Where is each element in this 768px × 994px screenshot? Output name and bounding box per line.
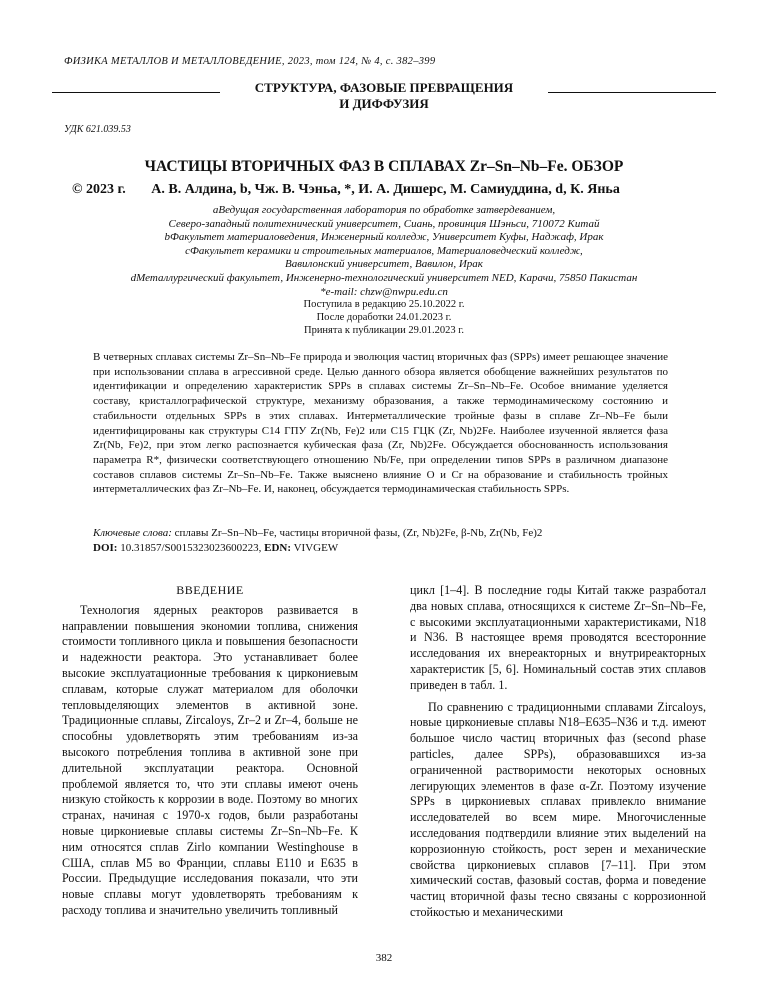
left-column	[62, 583, 358, 919]
keywords	[93, 526, 668, 541]
section-title-text	[222, 80, 546, 112]
doi-label: DOI:	[93, 542, 118, 554]
keywords-block	[93, 526, 668, 556]
date-revised: После доработки 24.01.2023 г.	[316, 312, 452, 323]
paragraph: Технология ядерных реакторов развивается в направлении повышения экономии топлива, снижения стоимости топливного цикла и повышения безопасности и надежности реактора. Это устанавливает более высокие эксплуатационные требования к циркониевым сплавам, которые служат материалом для оболочки тепловыделяющих элементов в активной зоне. Традиционные сплавы, Zircaloys, Zr–2 и Zr–4, больше не способны удовлетворять этим требованиям из-за высокого потребления топлива в активной зоне при длительной эксплуатации реактора. Основной проблемой является то, что эти сплавы имеют очень низкую стойкость к коррозии в воде. Поэтому во многих странах, начиная с 1970-х годов, были разработаны новые циркониевые сплавы системы Zr–Sn–Nb–Fe. К ним относятся сплав Zirlo компании Westinghouse в США, сплав M5 во Франции, сплавы E110 и E635 в России. Предыдущие исследования показали, что эти новые сплавы могут удовлетворять требованиям к расходу топлива и значительно увеличить топливный	[62, 602, 358, 917]
section-title	[52, 80, 716, 116]
affiliations	[40, 204, 728, 299]
affiliation-line: Северо-западный политехнический университет, Сиань, провинция Шэньси, 710072 Китай	[168, 217, 600, 230]
date-accepted: Принята к публикации 29.01.2023 г.	[303, 325, 464, 336]
section-rule-right	[548, 92, 716, 93]
affiliation-line: dМеталлургический факультет, Инженерно-технологический университет NED, Карачи, 75850 Пакистан	[130, 271, 638, 284]
authors: А. В. Алдинa, b, Чж. В. Чэньa, *, И. А. Дишерc, М. Самиуддинa, d, К. Яньa	[151, 182, 620, 197]
date-received: Поступила в редакцию 25.10.2022 г.	[303, 299, 465, 310]
affiliation-line: cФакультет керамики и строительных материалов, Материаловедческий колледж,	[185, 244, 583, 257]
paragraph: цикл [1–4]. В последние годы Китай также разработал два новых сплава, относящихся к системе Zr–Sn–Nb–Fe, с высокими эксплуатационными характеристиками, N18 и N36. В настоящее время проводятся всесторонние исследования их внереакторных и внутриреакторных характеристик [5, 6]. Номинальный состав этих сплавов приведен в табл. 1.	[410, 583, 706, 692]
author-line	[72, 182, 728, 198]
udk-code: УДК 621.039.53	[64, 124, 131, 135]
section-title-line1: СТРУКТУРА, ФАЗОВЫЕ ПРЕВРАЩЕНИЯ	[254, 80, 514, 95]
copyright: © 2023 г.	[72, 182, 126, 197]
journal-header: ФИЗИКА МЕТАЛЛОВ И МЕТАЛЛОВЕДЕНИЕ, 2023, том 124, № 4, с. 382–399	[64, 56, 436, 67]
paragraph: По сравнению с традиционными сплавами Zircaloys, новые циркониевые сплавы N18–E635–N36 и т.д. имеют большое число частиц вторичных фаз (second phase particles, далее SPPs), образовавшихся из-за ограниченной растворимости некоторых основных легирующих элементов в фазе α-Zr. Поэтому изучение SPPs в циркониевых сплавах привлекло внимание исследователей во всем мире. Многочисленные исследования подтвердили влияние этих выделений на коррозионную стойкость, рост зерен и механические свойства циркониевых сплавов [7–11]. При этом химический состав, фазовый состав, форма и поведение частиц вторичной фазы тесно связаны с коррозионной стойкостью и механическими	[410, 699, 706, 919]
publication-dates	[40, 298, 728, 337]
keywords-label: Ключевые слова:	[93, 527, 172, 539]
section-title-line2: И ДИФФУЗИЯ	[339, 96, 429, 111]
page-number: 382	[375, 952, 393, 964]
affiliation-line: bФакультет материаловедения, Инженерный колледж, Университет Куфы, Наджаф, Ирак	[164, 231, 604, 244]
doi-link[interactable]: 10.31857/S0015323023600223,	[117, 542, 262, 554]
contact-email: *e-mail: chzw@nwpu.edu.cn	[320, 285, 448, 298]
edn-label: EDN:	[261, 542, 292, 554]
article-title: ЧАСТИЦЫ ВТОРИЧНЫХ ФАЗ В СПЛАВАХ Zr–Sn–Nb–Fe. ОБЗОР	[144, 158, 624, 175]
edn-code: VIVGEW	[291, 542, 339, 554]
section-heading: ВВЕДЕНИЕ	[176, 583, 244, 597]
doi-line	[93, 541, 668, 556]
section-rule-left	[52, 92, 220, 93]
affiliation-line: aВедущая государственная лаборатория по обработке затвердеванием,	[212, 204, 556, 216]
keywords-text: сплавы Zr–Sn–Nb–Fe, частицы вторичной фазы, (Zr, Nb)2Fe, β-Nb, Zr(Nb, Fe)2	[171, 527, 543, 539]
affiliation-line: Вавилонский университет, Вавилон, Ирак	[285, 258, 483, 271]
right-column	[410, 583, 706, 921]
abstract: В четверных сплавах системы Zr–Sn–Nb–Fe природа и эволюция частиц вторичных фаз (SPPs) имеет решающее значение при использовании сплава в агрессивной среде. Целью данного обзора является обобщение важнейших результатов по идентификации и определению характеристик SPPs в сплавах системы Zr–Sn–Nb–Fe. Особое внимание уделяется составу, кристаллографической структуре, механизму образования, а также термодинамическому состоянию и стабильности отдельных SPPs в этих сплавах. Интерметаллические тройные фазы в сплаве Zr–Nb–Fe были идентифицированы как структуры C14 ГПУ Zr(Nb, Fe)2 или C15 ГЦК (Zr, Nb)2Fe. Наиболее изученной является фаза Zr(Nb, Fe)2, при этом легко распознается кубическая фаза (Zr, Nb)2Fe. Обсуждается обоснованность использования параметра R*, физически соответствующего отношению Nb/Fe, при определении типов SPPs в различном диапазоне составов сплавов системы Zr–Sn–Nb–Fe. Также выяснено влияние O и Cr на образование и стабильность тройных интерметаллических фаз Zr–Nb–Fe. И, наконец, обсуждается термодинамическая стабильность SPPs.	[93, 351, 668, 496]
